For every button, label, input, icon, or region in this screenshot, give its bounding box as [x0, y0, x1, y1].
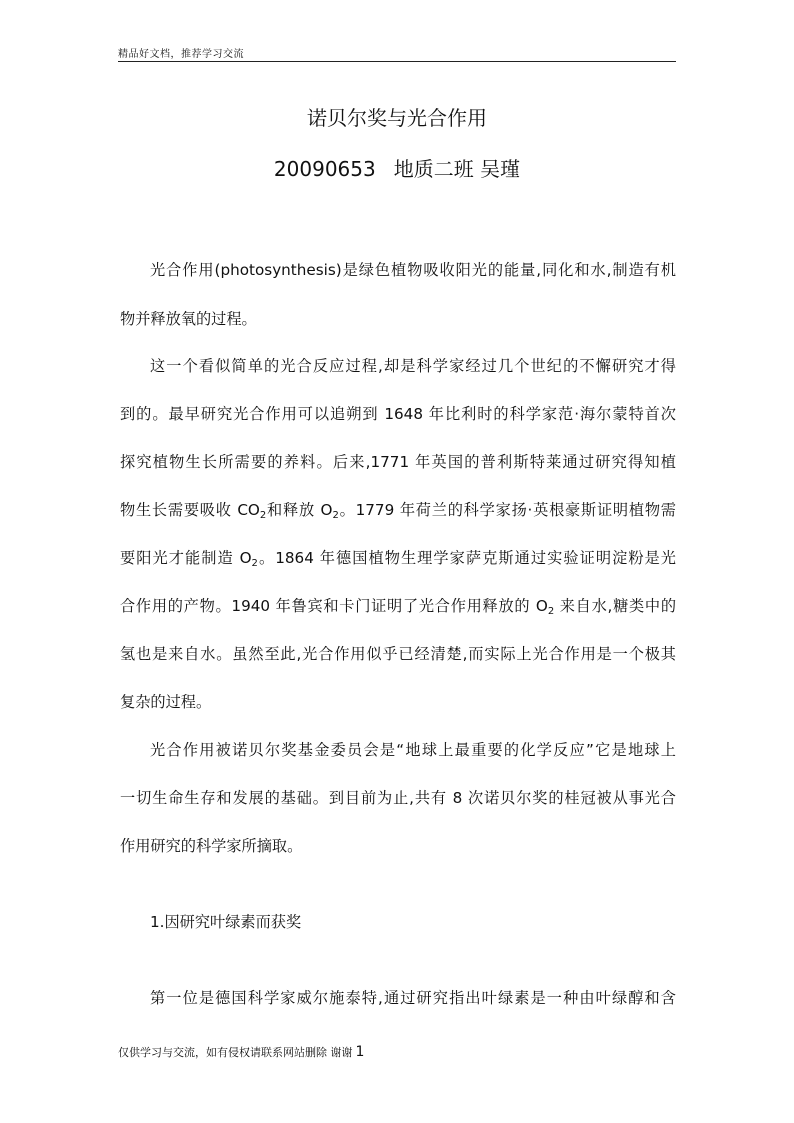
text-line: 这一个看似简单的光合反应过程,却是科学家经过几个世纪的不懈研究才得 [150, 357, 676, 375]
text-line: 光合作用被诺贝尔奖基金委员会是“地球上最重要的化学反应”它是地球上 [150, 741, 676, 759]
subscript: 2 [547, 606, 555, 617]
page-number: 1 [355, 1044, 365, 1060]
author-line [0, 153, 794, 182]
text-line: 第一位是德国科学家威尔施泰特,通过研究指出叶绿素是一种由叶绿醇和含 [150, 989, 676, 1007]
text-line: 到的。最早研究光合作用可以追朔到 1648 年比利时的科学家范·海尔蒙特首次 [120, 405, 676, 423]
subscript: 2 [259, 510, 267, 521]
student-id: 20090653 [273, 157, 376, 181]
header-divider [118, 61, 676, 62]
text-line: 物并释放氧的过程。 [120, 310, 257, 328]
author-name: 地质二班 吴瑾 [393, 157, 521, 181]
header-text: 精品好文档，推荐学习交流 [118, 49, 244, 60]
text-line: 探究植物生长所需要的养料。后来,1771 年英国的普利斯特莱通过研究得知植 [120, 453, 676, 471]
footer-text: 仅供学习与交流，如有侵权请联系网站删除 谢谢 [118, 1046, 353, 1059]
text-line: 合作用的产物。1940 年鲁宾和卡门证明了光合作用释放的 $O_2$ 来自水,糖类中的 [120, 597, 677, 617]
text-line: 一切生命生存和发展的基础。到目前为止,共有 8 次诺贝尔奖的桂冠被从事光合 [120, 789, 676, 807]
text-line: 光合作用(photosynthesis)是绿色植物吸收阳光的能量,同化和水,制造有机 [150, 261, 676, 279]
text-line: 作用研究的科学家所摘取。 [120, 837, 303, 855]
subscript: 2 [332, 510, 339, 521]
page-footer [118, 1044, 364, 1060]
text-line: 复杂的过程。 [120, 693, 212, 711]
subscript: 2 [251, 558, 258, 569]
section-heading: 1.因研究叶绿素而获奖 [150, 913, 302, 931]
text-line: 氢也是来自水。虽然至此,光合作用似乎已经清楚,而实际上光合作用是一个极其 [120, 645, 676, 663]
text-line: 物生长需要吸收 $CO_2$和释放 $O_2$。1779 年荷兰的科学家扬·英根豪斯证明植物需 [120, 501, 676, 521]
text-line: 要阳光才能制造 $O_2$。1864 年德国植物生理学家萨克斯通过实验证明淀粉是光 [120, 549, 676, 569]
document-title: 诺贝尔奖与光合作用 [307, 106, 487, 130]
